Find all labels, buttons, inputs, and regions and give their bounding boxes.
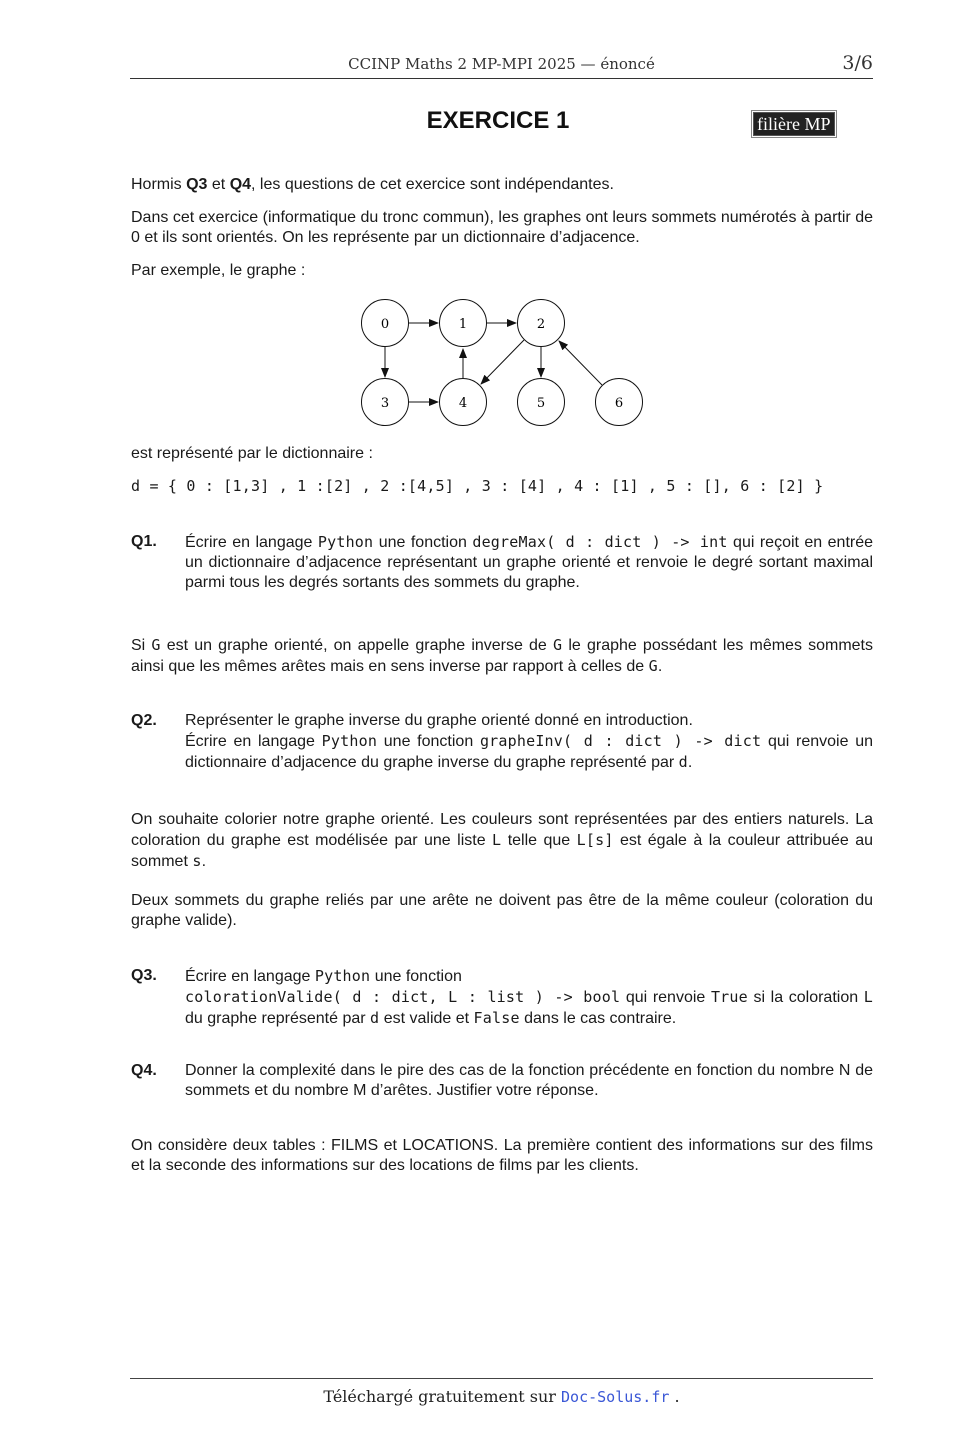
edge-2-4 bbox=[481, 340, 524, 384]
intro-paragraph-2: Dans cet exercice (informatique du tronc commun), les graphes ont leurs sommets numérotés à partir de 0 et ils sont orientés. On les représente par un dictionnaire d’adjacence. bbox=[131, 209, 873, 246]
code-inline: G bbox=[552, 636, 563, 654]
footer-text bbox=[130, 1387, 873, 1406]
text-run: On souhaite colorier notre graphe orienté. Les couleurs sont représentées par des entiers naturels. La coloration du graphe est modélisée par une liste bbox=[131, 811, 873, 849]
question-label: Q1. bbox=[131, 533, 157, 550]
intro-paragraph-4: est représenté par le dictionnaire : bbox=[131, 445, 373, 462]
text-run: Représenter le graphe inverse du graphe orienté donné en introduction. bbox=[185, 712, 693, 729]
node-label: 4 bbox=[458, 396, 468, 411]
page-number: 3/6 bbox=[842, 52, 873, 74]
text-run: Écrire en langage bbox=[185, 534, 318, 551]
footer-end: . bbox=[669, 1387, 680, 1406]
question-ref: Q4 bbox=[229, 176, 252, 193]
question-ref: Q3 bbox=[186, 176, 208, 193]
question-label: Q2. bbox=[131, 712, 157, 729]
text-run: , les questions de cet exercice sont indépendantes. bbox=[251, 176, 614, 193]
coloring-paragraph bbox=[131, 810, 873, 872]
text-run: est un graphe orienté, on appelle graphe inverse de bbox=[160, 637, 553, 654]
node-label: 1 bbox=[458, 317, 468, 332]
node-label: 0 bbox=[380, 317, 390, 332]
code-inline: degreMax( d : dict ) -> int bbox=[472, 533, 728, 551]
tables-paragraph: On considère deux tables : FILMS et LOCATIONS. La première contient des informations sur des films et la seconde des informations sur des locations de films par les clients. bbox=[131, 1137, 873, 1174]
text-run: qui renvoie bbox=[620, 989, 711, 1006]
footer-label: Téléchargé gratuitement sur bbox=[323, 1387, 562, 1406]
text-run: si la coloration bbox=[747, 989, 864, 1006]
code-inline: Python bbox=[321, 732, 378, 750]
code-inline: True bbox=[710, 988, 748, 1006]
text-run: le graphe possédant les mêmes sommets ainsi que les mêmes arêtes mais en sens inverse par rapport à celles de bbox=[131, 637, 874, 675]
page-header bbox=[130, 52, 873, 79]
question-label: Q4. bbox=[131, 1062, 157, 1079]
intro-paragraph-3: Par exemple, le graphe : bbox=[131, 262, 306, 279]
track-badge: filière MP bbox=[753, 112, 835, 136]
question-4 bbox=[131, 1061, 873, 1101]
node-label: 2 bbox=[536, 317, 546, 332]
node-5 bbox=[518, 379, 565, 426]
code-inline: s bbox=[192, 852, 202, 870]
page-footer bbox=[130, 1378, 873, 1406]
node-label: 3 bbox=[380, 396, 390, 411]
text-run: est valide et bbox=[379, 1010, 474, 1027]
code-inline: G bbox=[648, 657, 658, 675]
question-1 bbox=[131, 532, 873, 593]
node-6 bbox=[596, 379, 643, 426]
doc-solus-link[interactable]: Doc-Solus.fr bbox=[561, 1388, 670, 1406]
code-inline: L bbox=[492, 831, 502, 849]
question-body bbox=[185, 966, 873, 1029]
code-inline: Python bbox=[317, 533, 374, 551]
code-inline: colorationValide( d : dict, L : list ) -> bool bbox=[185, 988, 621, 1006]
question-body: Donner la complexité dans le pire des cas de la fonction précédente en fonction du nombre N de sommets et du nombre M d’arêtes. Justifier votre réponse. bbox=[185, 1062, 873, 1099]
text-run: Hormis bbox=[131, 176, 187, 193]
text-run: Écrire en langage bbox=[185, 733, 322, 750]
question-label: Q3. bbox=[131, 967, 157, 984]
node-1 bbox=[440, 300, 487, 347]
intro-paragraph-1 bbox=[131, 175, 873, 195]
example-graph-figure bbox=[355, 295, 655, 435]
dictionary-code: d = { 0 : [1,3] , 1 :[2] , 2 :[4,5] , 3 : [4] , 4 : [1] , 5 : [], 6 : [2] } bbox=[131, 477, 824, 495]
code-inline: G bbox=[151, 636, 161, 654]
code-inline: grapheInv( d : dict ) -> dict bbox=[479, 732, 762, 750]
text-run: une fonction bbox=[377, 733, 480, 750]
node-4 bbox=[440, 379, 487, 426]
header-title: CCINP Maths 2 MP-MPI 2025 — énoncé bbox=[348, 55, 655, 73]
question-body bbox=[185, 711, 873, 773]
node-label: 6 bbox=[614, 396, 624, 411]
code-inline: d bbox=[678, 753, 688, 771]
text-run: du graphe représenté par bbox=[185, 1010, 371, 1027]
node-0 bbox=[362, 300, 409, 347]
question-body bbox=[185, 532, 873, 593]
valid-coloring-paragraph: Deux sommets du graphe reliés par une arête ne doivent pas être de la même couleur (coloration du graphe valide). bbox=[131, 892, 873, 929]
text-run: Écrire en langage bbox=[185, 968, 315, 985]
code-inline: False bbox=[473, 1009, 520, 1027]
node-label: 5 bbox=[536, 396, 546, 411]
text-run: une fonction bbox=[373, 534, 473, 551]
text-run: dans le cas contraire. bbox=[519, 1010, 677, 1027]
question-3 bbox=[131, 966, 873, 1029]
text-run: . bbox=[201, 853, 207, 870]
code-inline: Python bbox=[314, 967, 371, 985]
exercise-title: EXERCICE 1 bbox=[426, 107, 570, 134]
text-run: telle que bbox=[501, 832, 577, 849]
text-run: . bbox=[657, 658, 663, 675]
text-run: Si bbox=[131, 637, 152, 654]
text-run: qui renvoie un dictionnaire d’adjacence du graphe inverse du graphe représenté par bbox=[185, 733, 873, 771]
text-run: et bbox=[207, 176, 230, 193]
code-inline: L bbox=[863, 988, 873, 1006]
text-run: une fonction bbox=[370, 968, 462, 985]
code-inline: L[s] bbox=[576, 831, 614, 849]
text-run: est égale à la couleur attribuée au sommet bbox=[131, 832, 873, 870]
node-3 bbox=[362, 379, 409, 426]
text-run: . bbox=[687, 754, 693, 771]
edge-6-2 bbox=[559, 341, 602, 385]
node-2 bbox=[518, 300, 565, 347]
text-run: qui reçoit en entrée un dictionnaire d’adjacence représentant un graphe orienté et renvoie le degré sortant maximal parmi tous les degrés sortants des sommets du graphe. bbox=[185, 534, 874, 591]
inverse-graph-paragraph bbox=[131, 635, 873, 677]
question-2 bbox=[131, 711, 873, 773]
code-inline: d bbox=[370, 1009, 380, 1027]
